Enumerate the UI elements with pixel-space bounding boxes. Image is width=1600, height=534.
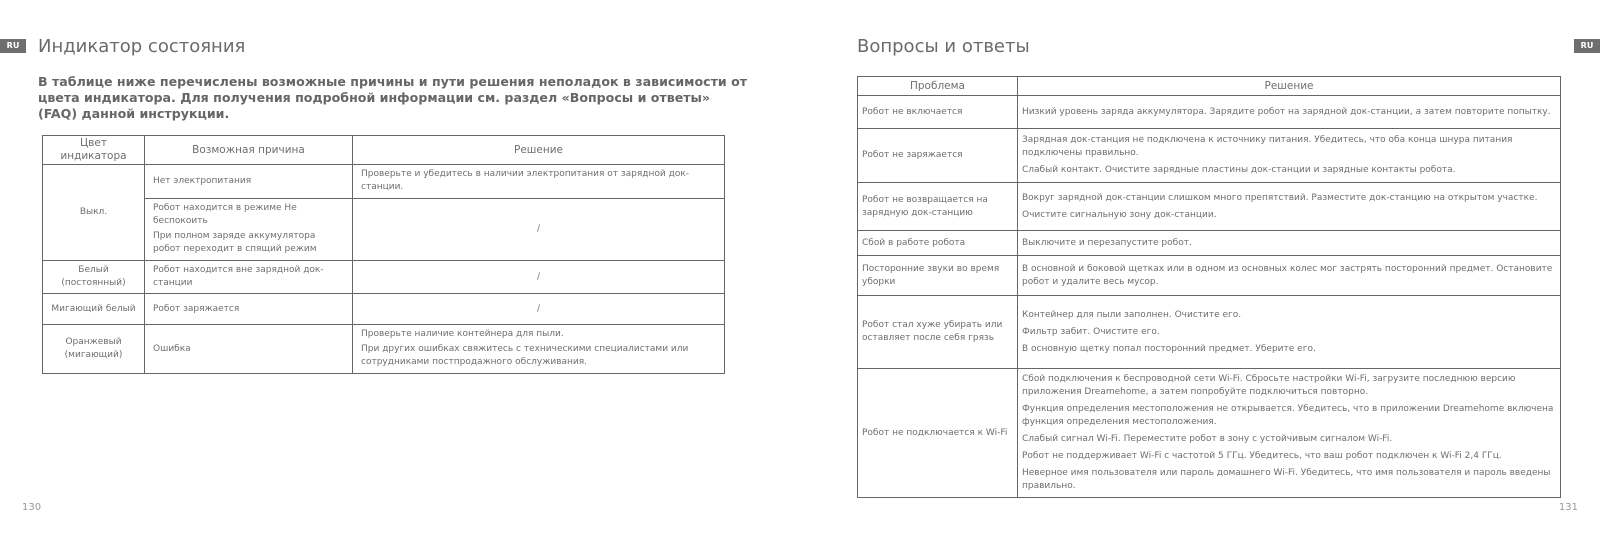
cause-cell: Робот находится вне зарядной док-станции	[145, 261, 353, 294]
cause-cell: Ошибка	[145, 325, 353, 374]
problem-cell: Робот не заряжается	[858, 129, 1018, 183]
cause-cell: Робот заряжается	[145, 294, 353, 325]
solution-text: Контейнер для пыли заполнен. Очистите его.	[1022, 309, 1242, 320]
table-row	[858, 183, 1561, 231]
solution-text: В основную щетку попал посторонний предмет. Уберите его.	[1022, 343, 1316, 354]
page-number-right: 131	[1558, 502, 1578, 513]
header-problem: Проблема	[858, 77, 1018, 96]
table-row	[858, 231, 1561, 256]
table-row	[43, 325, 725, 374]
table-row	[43, 165, 725, 199]
table-row	[43, 199, 725, 261]
solution-cell	[1018, 96, 1561, 129]
solution-cell	[1018, 369, 1561, 498]
cause-text: Робот находится в режиме Не беспокоить	[153, 203, 297, 226]
cause-cell	[145, 199, 353, 261]
solution-text: Низкий уровень заряда аккумулятора. Зарядите робот на зарядной док-станции, а затем повторите попытку.	[1022, 106, 1551, 117]
page-title-faq: Вопросы и ответы	[857, 36, 1030, 57]
solution-cell	[353, 165, 725, 199]
indicator-color-cell: Оранжевый (мигающий)	[43, 325, 145, 374]
solution-text: Слабый сигнал Wi-Fi. Переместите робот в зону с устойчивым сигналом Wi-Fi.	[1022, 434, 1393, 444]
cause-text: Нет электропитания	[153, 175, 252, 186]
language-badge-right: RU	[1574, 39, 1600, 53]
solution-cell	[1018, 256, 1561, 296]
table-row	[858, 96, 1561, 129]
solution-text: Робот не поддерживает Wi-Fi с частотой 5 ГГц. Убедитесь, что ваш робот подключен к Wi-Fi 2,4 ГГц.	[1022, 451, 1502, 461]
table-row	[858, 129, 1561, 183]
solution-cell: /	[353, 199, 725, 261]
solution-text: Неверное имя пользователя или пароль домашнего Wi-Fi. Убедитесь, что имя пользователя и пароль введены правильно.	[1022, 468, 1551, 491]
table-row	[858, 369, 1561, 498]
solution-text: Очистите сигнальную зону док-станции.	[1022, 209, 1217, 220]
solution-cell	[1018, 183, 1561, 231]
table-row	[858, 296, 1561, 369]
faq-table	[857, 76, 1561, 498]
problem-cell: Робот не возвращается на зарядную док-станцию	[858, 183, 1018, 231]
solution-cell: /	[353, 261, 725, 294]
solution-text: При других ошибках свяжитесь с техническими специалистами или сотрудниками постпродажного обслуживания.	[361, 344, 689, 367]
table-row	[43, 294, 725, 325]
problem-cell: Робот стал хуже убирать или оставляет после себя грязь	[858, 296, 1018, 369]
solution-text: Функция определения местоположения не открывается. Убедитесь, что в приложении Dreamehome включена функция определения местоположения.	[1022, 404, 1554, 427]
solution-cell	[1018, 231, 1561, 256]
problem-cell: Сбой в работе робота	[858, 231, 1018, 256]
solution-text: Проверьте наличие контейнера для пыли.	[361, 329, 564, 339]
solution-cell	[353, 325, 725, 374]
solution-text: Зарядная док-станция не подключена к источнику питания. Убедитесь, что оба конца шнура питания подключены правильно.	[1022, 135, 1513, 158]
header-solution: Решение	[1018, 77, 1561, 96]
cause-cell	[145, 165, 353, 199]
table-header-row	[43, 136, 725, 165]
table-row	[858, 256, 1561, 296]
solution-cell: /	[353, 294, 725, 325]
solution-text: Выключите и перезапустите робот.	[1022, 237, 1192, 248]
problem-cell: Посторонние звуки во время уборки	[858, 256, 1018, 296]
table-header-row	[858, 77, 1561, 96]
solution-text: Сбой подключения к беспроводной сети Wi-Fi. Сбросьте настройки Wi-Fi, загрузите последнюю версию приложения Dreamehome, а затем попробуйте подключиться повторно.	[1022, 374, 1516, 397]
indicator-color-cell: Выкл.	[43, 165, 145, 261]
table-row	[43, 261, 725, 294]
indicator-table	[42, 135, 725, 374]
header-possible-cause: Возможная причина	[145, 136, 353, 165]
solution-cell	[1018, 296, 1561, 369]
page-title-status-indicator: Индикатор состояния	[38, 36, 246, 57]
language-badge-left: RU	[0, 39, 26, 53]
solution-text: Вокруг зарядной док-станции слишком много препятствий. Разместите док-станцию на открытом участке.	[1022, 192, 1538, 203]
solution-text: В основной и боковой щетках или в одном из основных колес мог застрять посторонний предмет. Остановите робот и удалите весь мусор.	[1022, 263, 1553, 287]
indicator-color-cell: Мигающий белый	[43, 294, 145, 325]
intro-paragraph: В таблице ниже перечислены возможные причины и пути решения неполадок в зависимости от цвета индикатора. Для получения подробной информации см. раздел «Вопросы и ответы» (FAQ) данной инструкции.	[38, 74, 748, 121]
solution-text: Слабый контакт. Очистите зарядные пластины док-станции и зарядные контакты робота.	[1022, 165, 1456, 175]
solution-text: Фильтр забит. Очистите его.	[1022, 326, 1160, 337]
problem-cell: Робот не подключается к Wi-Fi	[858, 369, 1018, 498]
header-solution: Решение	[353, 136, 725, 165]
indicator-color-cell: Белый (постоянный)	[43, 261, 145, 294]
solution-cell	[1018, 129, 1561, 183]
page-number-left: 130	[22, 502, 42, 513]
header-indicator-color: Цвет индикатора	[43, 136, 145, 165]
cause-text: При полном заряде аккумулятора робот переходит в спящий режим	[153, 231, 317, 254]
problem-cell: Робот не включается	[858, 96, 1018, 129]
solution-text: Проверьте и убедитесь в наличии электропитания от зарядной док-станции.	[361, 169, 690, 192]
